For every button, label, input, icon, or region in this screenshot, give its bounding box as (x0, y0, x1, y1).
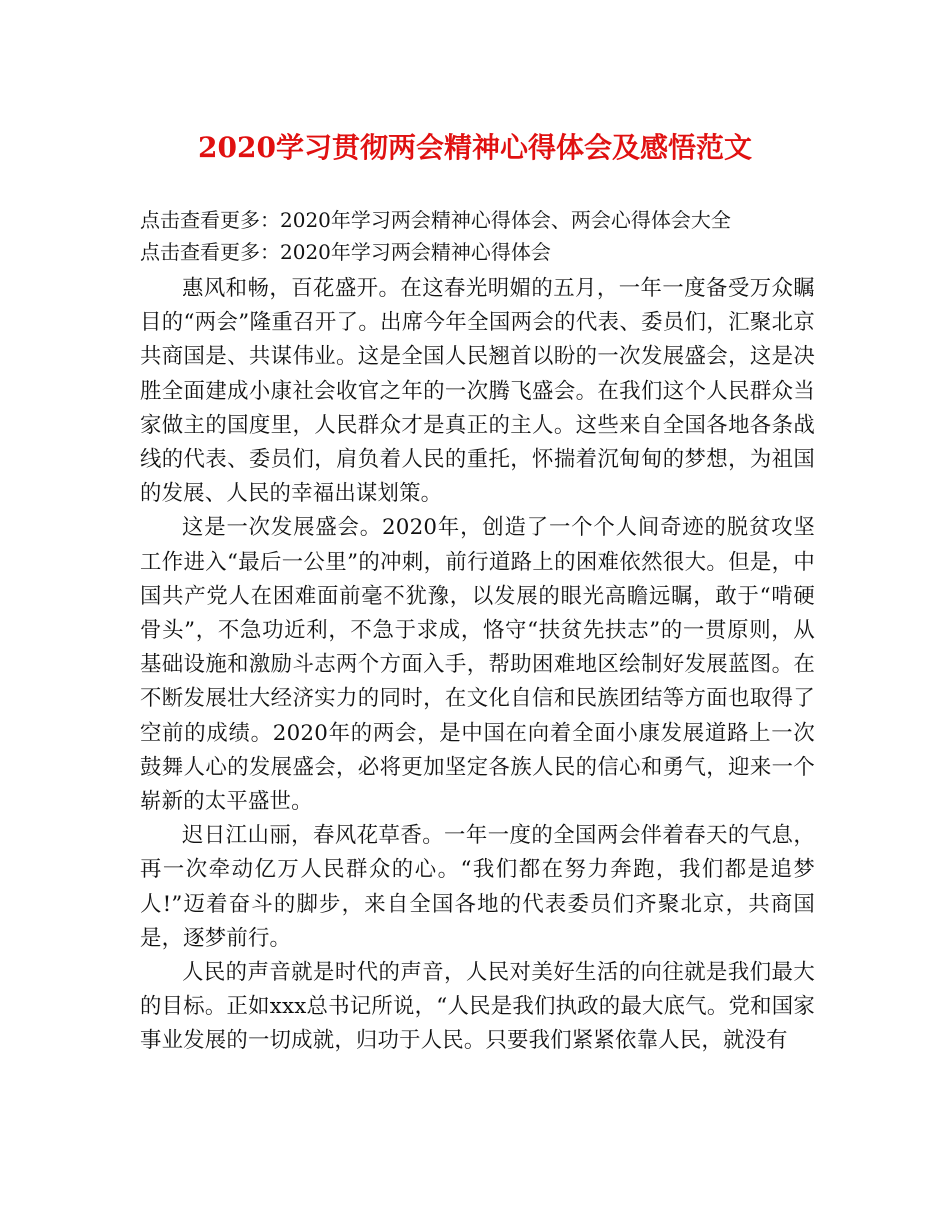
paragraph-2: 这是一次发展盛会。2020年，创造了一个个人间奇迹的脱贫攻坚工作进入“最后一公里”的冲刺，前行道路上的困难依然很大。但是，中国共产党人在困难面前毫不犹豫，以发展的眼光高瞻远瞩，敢于“啃硬骨头”，不急功近利，不急于求成，恪守“扶贫先扶志”的一贯原则，从基础设施和激励斗志两个方面入手，帮助困难地区绘制好发展蓝图。在不断发展壮大经济实力的同时，在文化自信和民族团结等方面也取得了空前的成绩。2020年的两会，是中国在向着全面小康发展道路上一次鼓舞人心的发展盛会，必将更加坚定各族人民的信心和勇气，迎来一个崭新的太平盛世。 (140, 515, 815, 815)
document-title: 2020学习贯彻两会精神心得体会及感悟范文 (198, 131, 752, 164)
paragraph-3: 迟日江山丽，春风花草香。一年一度的全国两会伴着春天的气息，再一次牵动亿万人民群众的心。“我们都在努力奔跑，我们都是追梦人!”迈着奋斗的脚步，来自全国各地的代表委员们齐聚北京，共商国是，逐梦前行。 (140, 823, 815, 951)
paragraph-1: 惠风和畅，百花盛开。在这春光明媚的五月，一年一度备受万众瞩目的“两会”隆重召开了。出席今年全国两会的代表、委员们，汇聚北京共商国是、共谋伟业。这是全国人民翘首以盼的一次发展盛会，这是决胜全面建成小康社会收官之年的一次腾飞盛会。在我们这个人民群众当家做主的国度里，人民群众才是真正的主人。这些来自全国各地各条战线的代表、委员们，肩负着人民的重托，怀揣着沉甸甸的梦想，为祖国的发展、人民的幸福出谋划策。 (140, 276, 815, 507)
paragraph-4: 人民的声音就是时代的声音，人民对美好生活的向往就是我们最大的目标。正如xxx总书记所说，“人民是我们执政的最大底气。党和国家事业发展的一切成就，归功于人民。只要我们紧紧依靠人民，就没有 (140, 960, 815, 1054)
more-link-1[interactable]: 点击查看更多：2020年学习两会精神心得体会、两会心得体会大全 (140, 208, 731, 232)
more-link-2[interactable]: 点击查看更多：2020年学习两会精神心得体会 (140, 240, 551, 264)
document-body (140, 272, 815, 1059)
more-links (140, 204, 840, 268)
